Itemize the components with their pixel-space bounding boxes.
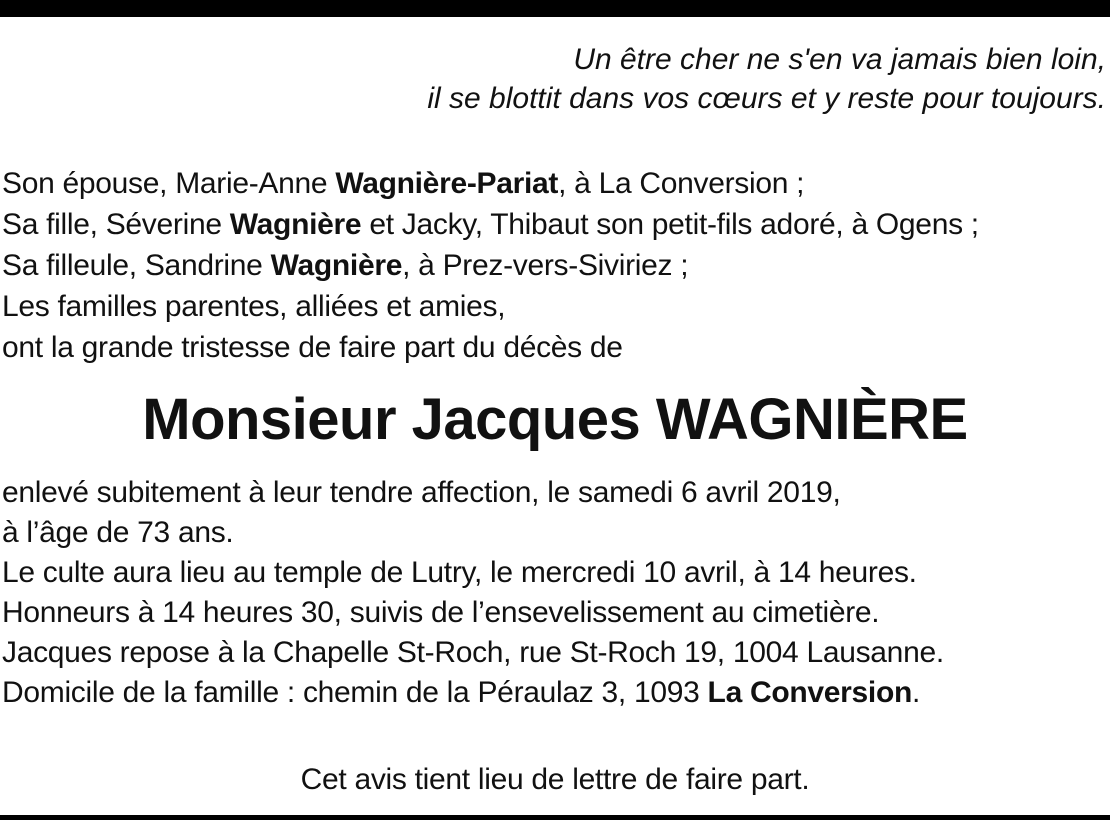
details-line: à l’âge de 73 ans. <box>2 516 234 549</box>
family-announcement <box>2 163 979 368</box>
epigraph-line: Un être cher ne s'en va jamais bien loin, <box>573 43 1106 76</box>
text-segment: , à La Conversion ; <box>558 167 805 200</box>
deceased-name-heading: Monsieur Jacques WAGNIÈRE <box>142 387 968 452</box>
details-line: enlevé subitement à leur tendre affection, le samedi 6 avril 2019, <box>2 476 841 509</box>
death-details <box>2 473 944 713</box>
family-line-goddaughter <box>2 245 979 286</box>
closing-note: Cet avis tient lieu de lettre de faire part. <box>300 763 810 796</box>
surname-bold: Wagnière <box>229 208 362 241</box>
epigraph-quote <box>427 40 1106 118</box>
top-border-rule <box>0 0 1110 17</box>
text-segment: et Jacky, Thibaut son petit-fils adoré, à Ogens ; <box>361 208 979 241</box>
details-line-domicile <box>2 673 944 713</box>
surname-bold: Wagnière <box>270 249 403 282</box>
text-segment: , à Prez-vers-Siviriez ; <box>402 249 689 282</box>
text-segment: Domicile de la famille : chemin de la Péraulaz 3, 1093 <box>2 676 708 709</box>
text-segment: Sa filleule, Sandrine <box>2 249 271 282</box>
bottom-border-rule <box>0 815 1110 820</box>
family-line-relatives: Les familles parentes, alliées et amies, <box>2 290 506 323</box>
details-line: Le culte aura lieu au temple de Lutry, le mercredi 10 avril, à 14 heures. <box>2 556 917 589</box>
details-line: Jacques repose à la Chapelle St-Roch, rue St-Roch 19, 1004 Lausanne. <box>2 636 944 669</box>
family-line-spouse <box>2 163 979 204</box>
text-segment: Sa fille, Séverine <box>2 208 230 241</box>
details-line: Honneurs à 14 heures 30, suivis de l’ensevelissement au cimetière. <box>2 596 880 629</box>
place-bold: La Conversion <box>707 676 913 709</box>
text-segment: Son épouse, Marie-Anne <box>2 167 336 200</box>
family-line-daughter <box>2 204 979 245</box>
family-line-announcement: ont la grande tristesse de faire part du décès de <box>2 331 623 364</box>
epigraph-line: il se blottit dans vos cœurs et y reste pour toujours. <box>427 82 1106 115</box>
text-segment: . <box>912 676 921 709</box>
surname-bold: Wagnière-Pariat <box>335 167 559 200</box>
